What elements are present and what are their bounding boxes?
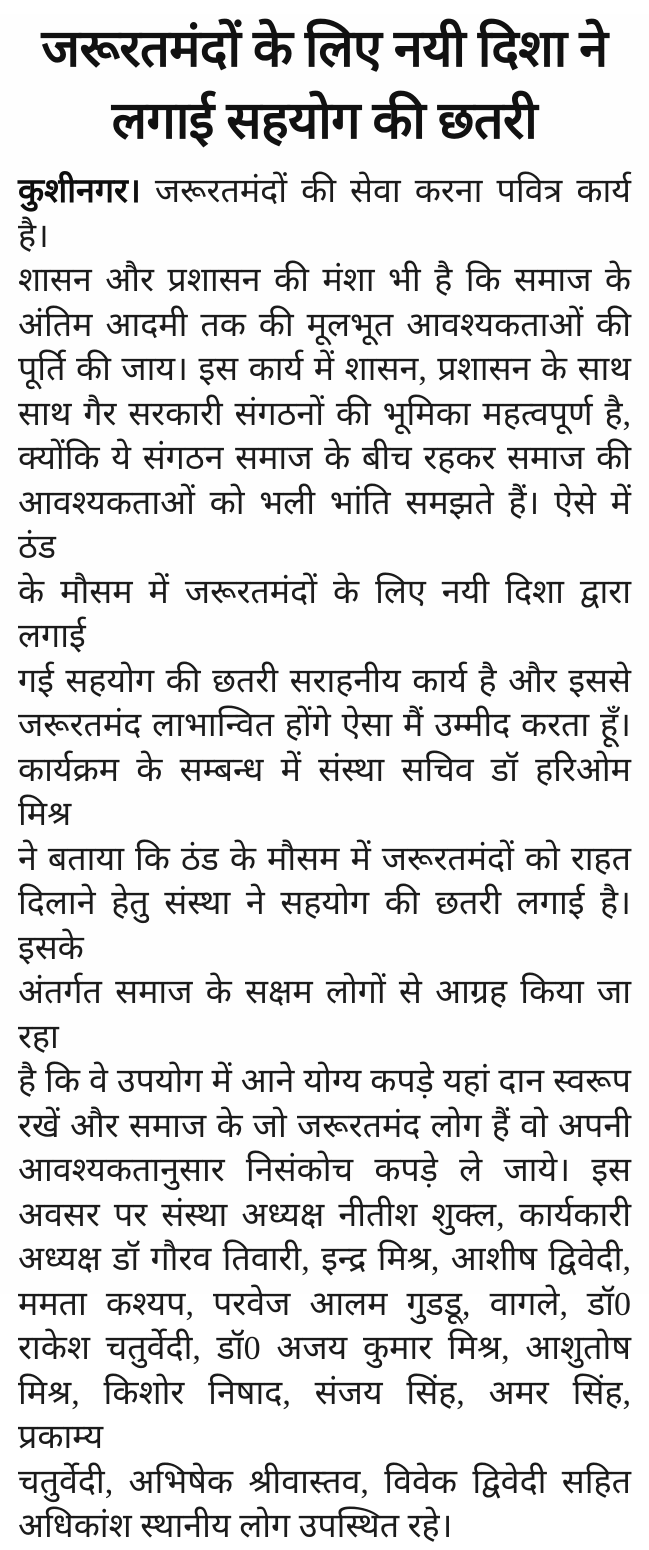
body-line: मिश्र, किशोर निषाद, संजय सिंह, अमर सिंह, प्रकाम्य [18,1374,631,1456]
body-line: ममता कश्यप, परवेज आलम गुडडू, वागले, डॉ0 [18,1285,631,1323]
body-line: अवसर पर संस्था अध्यक्ष नीतीश शुक्ल, कार्यकारी [18,1196,631,1234]
body-line: साथ गैर सरकारी संगठनों की भूमिका महत्वपूर्ण है, [18,395,631,433]
body-line: रखें और समाज के जो जरूरतमंद लोग हैं वो अपनी [18,1107,631,1145]
body-line: जरूरतमंद लाभान्वित होंगे ऐसा मैं उम्मीद करता हूँ। [18,707,631,744]
body-line-first [18,170,631,259]
article-headline [10,14,639,158]
newspaper-clipping [0,14,649,1545]
body-line: अंतिम आदमी तक की मूलभूत आवश्यकताओं की [18,306,631,344]
body-line: ने बताया कि ठंड के मौसम में जरूरतमंदों को राहत [18,840,631,878]
body-line: है कि वे उपयोग में आने योग्य कपड़े यहां दान स्वरूप [18,1063,631,1100]
body-line: दिलाने हेतु संस्था ने सहयोग की छतरी लगाई है। इसके [18,885,631,967]
body-line: कार्यक्रम के सम्बन्ध में संस्था सचिव डॉ हरिओम मिश्र [18,751,631,833]
headline-line-1: जरूरतमंदों के लिए नयी दिशा ने [41,21,608,78]
body-line: क्योंकि ये संगठन समाज के बीच रहकर समाज की [18,440,631,477]
headline-line-2: लगाई सहयोग की छतरी [111,93,538,150]
body-line-first-text: जरूरतमंदों की सेवा करना पवित्र कार्य है। [18,173,632,255]
body-line: अधिकांश स्थानीय लोग उपस्थित रहे। [18,1508,453,1545]
body-line: शासन और प्रशासन की मंशा भी है कि समाज के [18,262,631,299]
body-line: गई सहयोग की छतरी सराहनीय कार्य है और इससे [18,662,631,700]
body-line: के मौसम में जरूरतमंदों के लिए नयी दिशा द्वारा लगाई [18,573,631,655]
body-line: राकेश चतुर्वेदी, डॉ0 अजय कुमार मिश्र, आशुतोष [18,1330,631,1367]
body-line: आवश्यकताओं को भली भांति समझते हैं। ऐसे में ठंड [18,484,631,566]
dateline: कुशीनगर। [18,173,141,210]
body-line: अध्यक्ष डॉ गौरव तिवारी, इन्द्र मिश्र, आशीष द्विवेदी, [18,1241,631,1278]
body-line: अंतर्गत समाज के सक्षम लोगों से आग्रह किया जा रहा [18,974,631,1056]
article-body [18,170,631,1550]
body-line: चतुर्वेदी, अभिषेक श्रीवास्तव, विवेक द्विवेदी सहित [18,1463,631,1501]
body-line: आवश्यकतानुसार निसंकोच कपड़े ले जाये। इस [18,1152,631,1189]
body-line: पूर्ति की जाय। इस कार्य में शासन, प्रशासन के साथ [18,351,631,388]
